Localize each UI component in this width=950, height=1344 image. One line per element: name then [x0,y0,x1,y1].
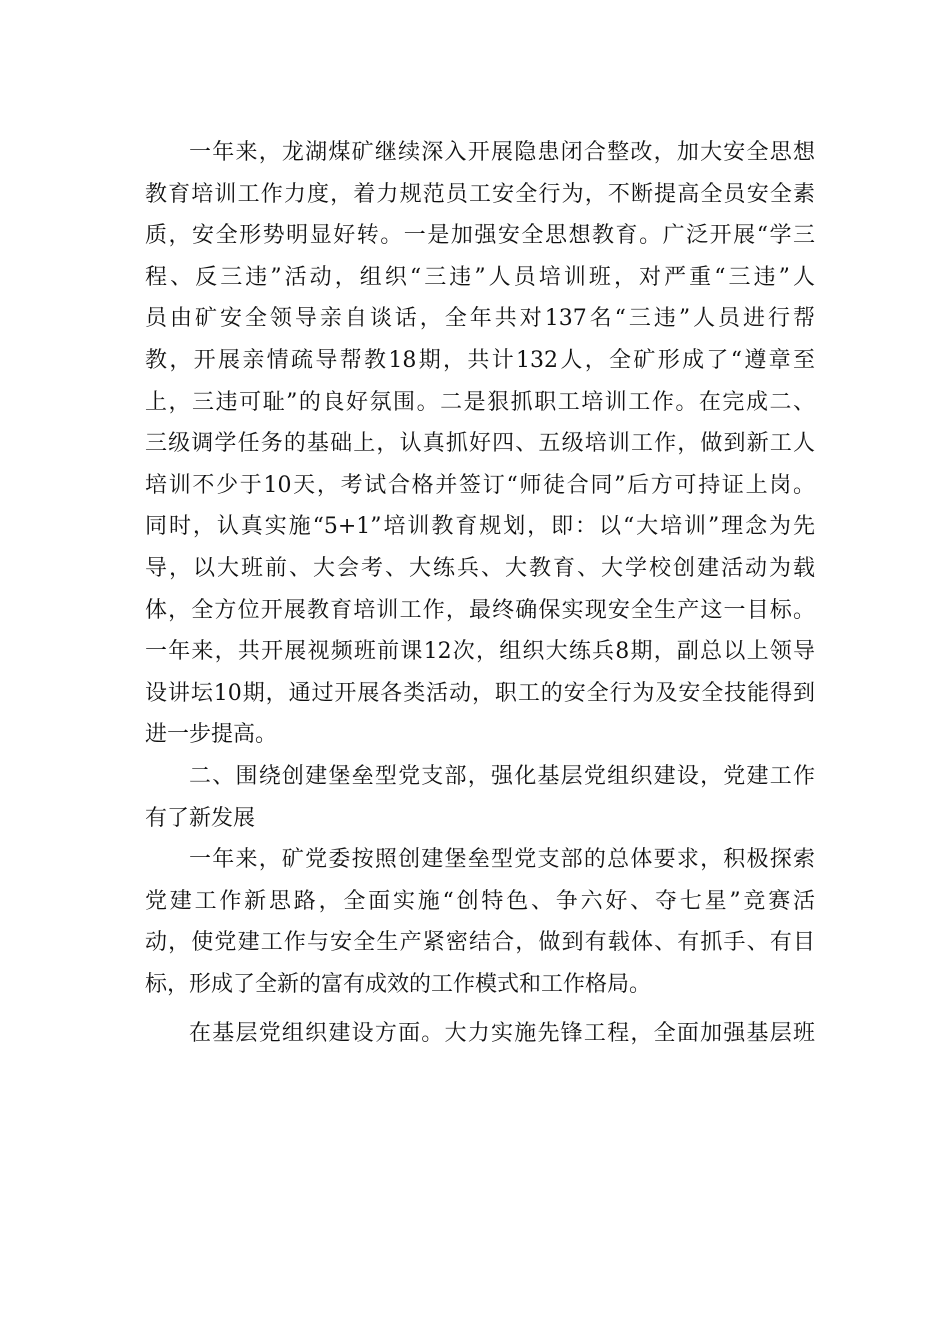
paragraph-line: 设讲坛10期，通过开展各类活动，职工的安全行为及安全技能得到 [145,680,815,706]
paragraph-line: 导，以大班前、大会考、大练兵、大教育、大学校创建活动为载 [145,555,815,581]
paragraph-line: 动，使党建工作与安全生产紧密结合，做到有载体、有抓手、有目 [145,930,815,956]
paragraph-line: 三级调学任务的基础上，认真抓好四、五级培训工作，做到新工人 [145,431,815,457]
paragraph-line: 党建工作新思路，全面实施“创特色、争六好、夺七星”竞赛活 [145,888,815,914]
paragraph-line: 质，安全形势明显好转。一是加强安全思想教育。广泛开展“学三 [145,223,815,249]
paragraph-line: 一年来，矿党委按照创建堡垒型党支部的总体要求，积极探索 [189,847,815,873]
paragraph-line: 体，全方位开展教育培训工作，最终确保实现安全生产这一目标。 [145,597,815,623]
paragraph-line: 员由矿安全领导亲自谈话，全年共对137名“三违”人员进行帮 [145,306,815,332]
paragraph-line: 一年来，龙湖煤矿继续深入开展隐患闭合整改，加大安全思想 [189,140,815,165]
paragraph-line: 培训不少于10天，考试合格并签订“师徒合同”后方可持证上岗。 [145,472,815,498]
paragraph-line: 程、反三违”活动，组织“三违”人员培训班，对严重“三违”人 [145,264,815,290]
paragraph-line: 标，形成了全新的富有成效的工作模式和工作格局。 [145,971,652,997]
document-body [145,132,815,1055]
paragraph-line: 在基层党组织建设方面。大力实施先锋工程，全面加强基层班 [189,1021,815,1047]
heading-line: 二、围绕创建堡垒型党支部，强化基层党组织建设，党建工作 [189,763,815,789]
paragraph-party-committee [145,839,815,1005]
paragraph-grassroots-organization [145,1013,815,1055]
paragraph-line: 教，开展亲情疏导帮教18期，共计132人，全矿形成了“遵章至 [145,347,815,373]
paragraph-line: 进一步提高。 [145,722,278,748]
paragraph-line: 同时，认真实施“5+1”培训教育规划，即：以“大培训”理念为先 [145,514,815,540]
paragraph-line: 教育培训工作力度，着力规范员工安全行为，不断提高全员安全素 [145,181,815,207]
paragraph-safety-training [145,132,815,756]
paragraph-line: 上，三违可耻”的良好氛围。二是狠抓职工培训工作。在完成二、 [145,389,815,415]
section-heading-party-building [145,756,815,839]
paragraph-line: 一年来，共开展视频班前课12次，组织大练兵8期，副总以上领导 [145,639,815,665]
heading-line: 有了新发展 [145,805,256,831]
paragraph-spacer [145,1005,815,1013]
